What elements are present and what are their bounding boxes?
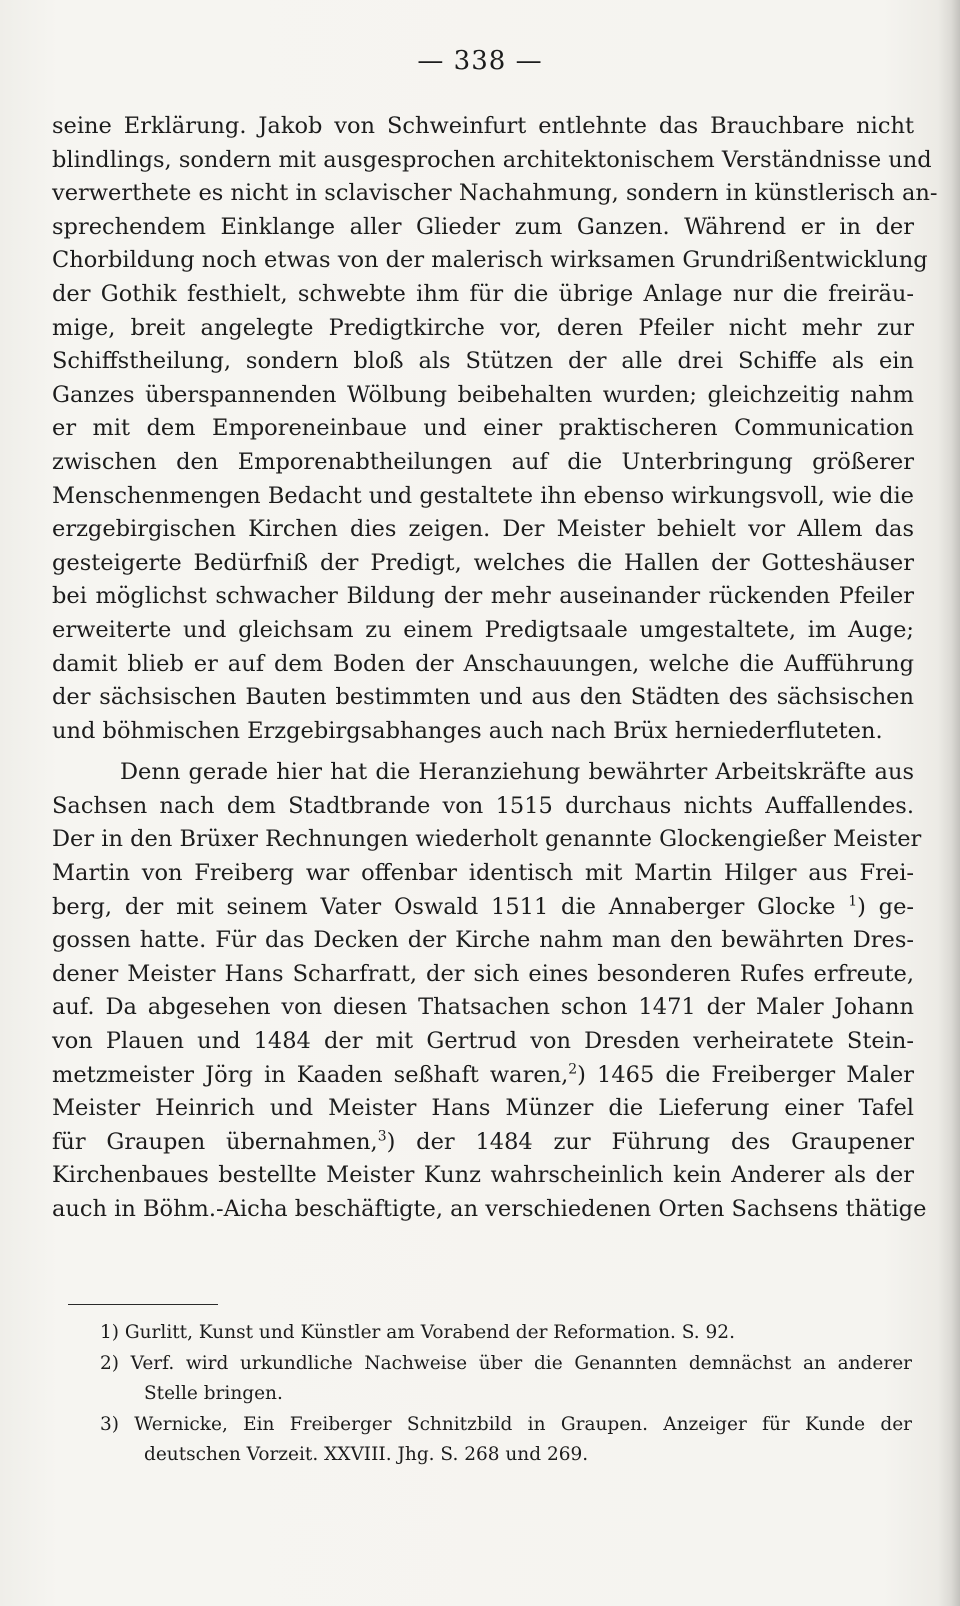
text-segment: ) der 1484 zur Führung des Graupener xyxy=(386,1128,914,1155)
text-line: dener Meister Hans Scharfratt, der sich eines besonderen Rufes erfreute, xyxy=(52,960,914,987)
text-line: Schiffstheilung, sondern bloß als Stützen der alle drei Schiffe als ein xyxy=(52,348,914,375)
text-line: gossen hatte. Für das Decken der Kirche nahm man den bewährten Dres- xyxy=(52,927,914,954)
body-text xyxy=(52,110,938,1227)
text-line: Chorbildung noch etwas von der malerisch wirksamen Grundrißentwicklung xyxy=(52,247,928,274)
text-line: und böhmischen Erzgebirgsabhanges auch nach Brüx herniederfluteten. xyxy=(52,717,883,744)
footnote-1: 1) Gurlitt, Kunst und Künstler am Vorabend der Reformation. S. 92. xyxy=(100,1322,735,1343)
text-line: mige, breit angelegte Predigtkirche vor, deren Pfeiler nicht mehr zur xyxy=(52,314,914,341)
page-number: — 338 — xyxy=(417,46,543,76)
text-line: erweiterte und gleichsam zu einem Predigtsaale umgestaltete, im Auge; xyxy=(52,616,914,643)
text-line: Denn gerade hier hat die Heranziehung bewährter Arbeitskräfte aus xyxy=(120,759,914,786)
text-line: Der in den Brüxer Rechnungen wiederholt genannte Glockengießer Meister xyxy=(52,826,922,853)
text-line: seine Erklärung. Jakob von Schweinfurt entlehnte das Brauchbare nicht xyxy=(52,113,914,139)
text-line: gesteigerte Bedürfniß der Predigt, welches die Hallen der Gotteshäuser xyxy=(52,549,914,576)
text-line: auf. Da abgesehen von diesen Thatsachen schon 1471 der Maler Johann xyxy=(52,994,914,1021)
text-segment: für Graupen übernahmen, xyxy=(52,1128,378,1155)
text-line: Kirchenbaues bestellte Meister Kunz wahrscheinlich kein Anderer als der xyxy=(52,1162,914,1189)
text-line: erzgebirgischen Kirchen dies zeigen. Der Meister behielt vor Allem das xyxy=(52,516,914,543)
text-line: bei möglichst schwacher Bildung der mehr auseinander rückenden Pfeiler xyxy=(52,583,914,610)
text-line: er mit dem Emporeneinbaue und einer praktischeren Communication xyxy=(52,415,914,442)
text-segment: berg, der mit seinem Vater Oswald 1511 die Annaberger Glocke xyxy=(52,893,836,920)
text-line: damit blieb er auf dem Boden der Anschauungen, welche die Aufführung xyxy=(52,650,914,677)
text-line: der Gothik festhielt, schwebte ihm für die übrige Anlage nur die freiräu- xyxy=(52,280,914,307)
text-line: Sachsen nach dem Stadtbrande von 1515 durchaus nichts Auffallendes. xyxy=(52,792,914,819)
footnotes xyxy=(100,1318,912,1471)
text-line-with-footnote-ref xyxy=(52,1126,914,1160)
text-line-with-footnote-ref xyxy=(52,891,914,925)
text-line: Ganzes überspannenden Wölbung beibehalten wurden; gleichzeitig nahm xyxy=(52,381,914,408)
text-line: blindlings, sondern mit ausgesprochen architektonischem Verständnisse und xyxy=(52,146,932,173)
text-line: auch in Böhm.-Aicha beschäftigte, an verschiedenen Orten Sachsens thätige xyxy=(52,1196,927,1222)
text-line: zwischen den Emporenabtheilungen auf die Unterbringung größerer xyxy=(52,448,914,475)
text-line: Martin von Freiberg war offenbar identisch mit Martin Hilger aus Frei- xyxy=(52,860,914,887)
footnote-2: 2) Verf. wird urkundliche Nachweise über die Genannten demnächst an anderer xyxy=(100,1352,912,1374)
text-line: verwerthete es nicht in sclavischer Nachahmung, sondern in künstlerisch an- xyxy=(52,180,938,207)
footnote-ref-1: 1 xyxy=(848,893,858,910)
text-line: Meister Heinrich und Meister Hans Münzer die Lieferung einer Tafel xyxy=(52,1095,914,1122)
text-line: Menschenmengen Bedacht und gestaltete ihn ebenso wirkungsvoll, wie die xyxy=(52,482,914,509)
ref-close: ) xyxy=(857,893,866,920)
footnote-ref-3: 3 xyxy=(377,1128,387,1145)
page-edge-shadow xyxy=(938,0,960,1606)
text-segment: ) 1465 die Freiberger Maler xyxy=(577,1061,914,1088)
text-segment: ge- xyxy=(865,893,914,920)
text-line: sprechendem Einklange aller Glieder zum Ganzen. Während er in der xyxy=(52,213,914,240)
footnote-3: 3) Wernicke, Ein Freiberger Schnitzbild in Graupen. Anzeiger für Kunde der xyxy=(100,1413,912,1435)
footnote-3-continued: deutschen Vorzeit. XXVIII. Jhg. S. 268 und 269. xyxy=(144,1444,589,1465)
text-line: von Plauen und 1484 der mit Gertrud von Dresden verheiratete Stein- xyxy=(52,1028,914,1055)
text-line-with-footnote-ref xyxy=(52,1059,914,1093)
text-line: der sächsischen Bauten bestimmten und aus den Städten des sächsischen xyxy=(52,684,914,711)
footnote-2-continued: Stelle bringen. xyxy=(144,1383,283,1404)
paragraph-gap xyxy=(52,748,914,756)
footnote-divider xyxy=(68,1304,218,1305)
text-segment: metzmeister Jörg in Kaaden seßhaft waren, xyxy=(52,1061,569,1088)
footnote-ref-2: 2 xyxy=(568,1061,578,1078)
